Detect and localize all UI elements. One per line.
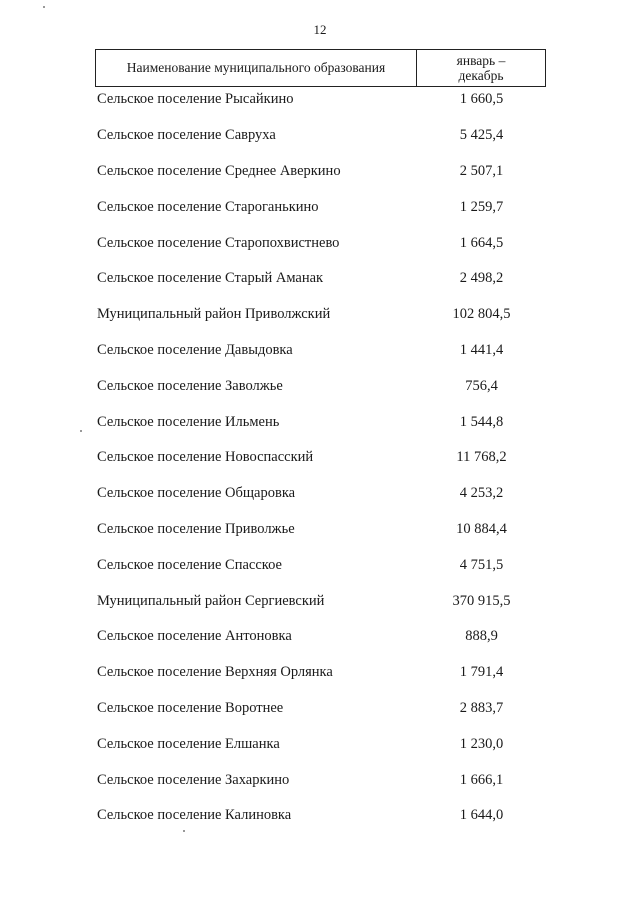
- header-period-line1: январь –: [456, 53, 506, 68]
- row-name: Сельское поселение Новоспасский: [97, 449, 314, 466]
- row-name: Сельское поселение Воротнее: [97, 699, 284, 716]
- row-name: Сельское поселение Верхняя Орлянка: [97, 664, 333, 681]
- table-row: [97, 118, 546, 154]
- row-name: Сельское поселение Старопохвистнево: [97, 234, 340, 251]
- row-name: Сельское поселение Общаровка: [97, 485, 296, 502]
- table-row: [97, 476, 546, 512]
- row-name: Сельское поселение Елшанка: [97, 735, 280, 752]
- table-row: [97, 297, 546, 333]
- row-name: Сельское поселение Савруха: [97, 127, 276, 144]
- row-value: 102 804,5: [452, 306, 511, 323]
- row-value: 10 884,4: [456, 520, 507, 537]
- table-row: [97, 440, 546, 476]
- table-row: [97, 225, 546, 261]
- row-name: Сельское поселение Приволжье: [97, 520, 295, 537]
- table-row: [97, 82, 546, 118]
- row-value: 4 253,2: [459, 485, 504, 502]
- table-row: [97, 762, 546, 798]
- row-name: Муниципальный район Сергиевский: [97, 592, 325, 609]
- table-row: [97, 333, 546, 369]
- table-row: [97, 655, 546, 691]
- row-name: Сельское поселение Заволжье: [97, 377, 283, 394]
- row-value: 4 751,5: [459, 556, 504, 573]
- row-value: 1 666,1: [459, 771, 504, 788]
- row-value: 1 791,4: [459, 664, 504, 681]
- row-value: 1 664,5: [459, 234, 504, 251]
- table-row: [97, 798, 546, 834]
- row-value: 2 883,7: [459, 699, 504, 716]
- table-row: [97, 189, 546, 225]
- row-value: 5 425,4: [459, 127, 504, 144]
- header-period-line2: декабрь: [458, 68, 504, 83]
- row-value: 1 441,4: [459, 341, 504, 358]
- row-name: Муниципальный район Приволжский: [97, 306, 331, 323]
- row-value: 756,4: [465, 377, 498, 394]
- row-name: Сельское поселение Рысайкино: [97, 91, 294, 108]
- scan-speck: [80, 430, 82, 432]
- row-value: 1 660,5: [459, 91, 504, 108]
- row-name: Сельское поселение Ильмень: [97, 413, 280, 430]
- table-row: [97, 512, 546, 548]
- table-row: [97, 583, 546, 619]
- table-body: [97, 82, 546, 834]
- row-name: Сельское поселение Среднее Аверкино: [97, 162, 341, 179]
- row-value: 2 507,1: [459, 162, 504, 179]
- header-name-column: Наименование муниципального образования: [96, 50, 417, 86]
- row-value: 1 230,0: [459, 735, 504, 752]
- page-number: 12: [313, 22, 327, 37]
- scan-speck: [183, 830, 185, 832]
- row-name: Сельское поселение Захаркино: [97, 771, 290, 788]
- table-row: [97, 368, 546, 404]
- row-value: 1 259,7: [459, 198, 504, 215]
- table-row: [97, 261, 546, 297]
- table-row: [97, 619, 546, 655]
- table-row: [97, 404, 546, 440]
- row-name: Сельское поселение Старый Аманак: [97, 270, 324, 287]
- table-row: [97, 726, 546, 762]
- row-name: Сельское поселение Староганькино: [97, 198, 319, 215]
- row-value: 11 768,2: [456, 449, 507, 466]
- scan-speck: [43, 6, 45, 8]
- row-name: Сельское поселение Калиновка: [97, 807, 292, 824]
- row-value: 2 498,2: [459, 270, 504, 287]
- table-row: [97, 547, 546, 583]
- row-name: Сельское поселение Антоновка: [97, 628, 292, 645]
- row-name: Сельское поселение Спасское: [97, 556, 282, 573]
- header-period-column: [417, 50, 545, 86]
- table-row: [97, 691, 546, 727]
- row-value: 888,9: [465, 628, 498, 645]
- row-name: Сельское поселение Давыдовка: [97, 341, 293, 358]
- row-value: 1 544,8: [459, 413, 504, 430]
- row-value: 1 644,0: [459, 807, 504, 824]
- row-value: 370 915,5: [452, 592, 511, 609]
- table-row: [97, 154, 546, 190]
